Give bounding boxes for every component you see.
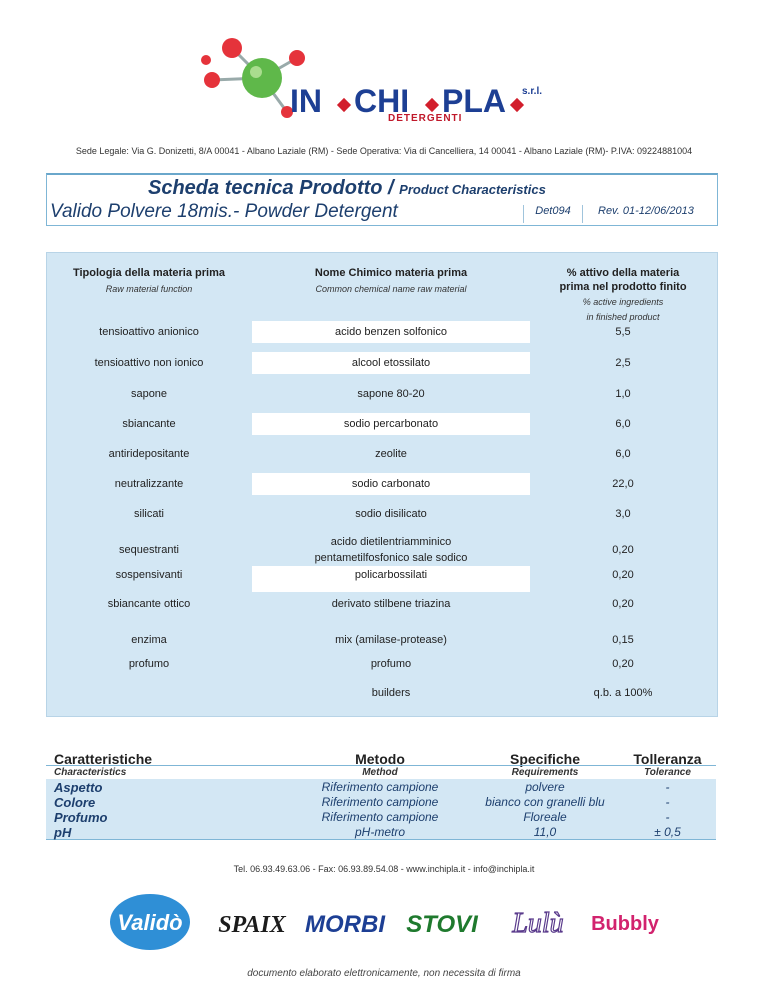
char-header-requirements: Specifiche [509,751,581,767]
cell-percent: 0,20 [612,598,634,610]
char-subheader-tolerance: Tolerance [644,767,691,778]
cell-chemical-name: zeolite [375,448,407,460]
cell-function: tensioattivo non ionico [94,357,204,369]
cell-function: sapone [130,388,168,400]
title-it: Scheda tecnica Prodotto / [148,177,400,199]
cell-percent: 22,0 [612,478,634,490]
cell-chemical-name: alcool etossilato [252,352,530,374]
char-label-ph: pH [54,825,72,840]
char-spec: bianco con granelli blu [485,795,605,809]
char-label-color: Colore [54,795,96,810]
col-header-name: Nome Chimico materia prima [314,267,468,279]
char-label-aspect: Aspetto [54,780,103,795]
cell-function: sbiancante [122,418,176,430]
logo-diamond-icon [425,98,439,112]
divider [46,765,716,766]
cell-percent: 3,0 [615,508,631,520]
cell-chemical-name: sodio percarbonato [252,413,530,435]
col-subheader-percent-2: in finished product [586,312,660,322]
logo-subtitle: DETERGENTI [388,113,463,124]
char-label-perfume: Profumo [54,810,108,825]
col-subheader-function: Raw material function [105,284,193,294]
table-row [46,383,716,405]
table-row [46,473,716,495]
logo-text-pla: PLA [442,83,506,119]
char-header-characteristics: Caratteristiche [54,751,153,767]
col-header-percent-2: prima nel prodotto finito [559,281,687,293]
cell-percent: 0,20 [612,569,634,581]
table-row [46,593,716,615]
col-subheader-name: Common chemical name raw material [315,284,467,294]
cell-function: silicati [134,508,164,520]
table-row [46,629,716,651]
table-row [46,443,716,465]
cell-function: neutralizzante [114,478,184,490]
table-row [46,352,716,374]
cell-function [46,682,252,704]
chemical-name-line-2: pentametilfosfonico sale sodico [314,552,468,564]
char-header-tolerance: Tolleranza [633,751,702,767]
cell-chemical-name: sapone 80-20 [357,388,425,400]
table-row [46,321,716,343]
revision-label: Rev. 01-12/06/2013 [598,205,694,217]
product-code: Det094 [523,205,583,223]
char-subheader-characteristics: Characteristics [54,767,127,778]
cell-function: profumo [128,658,170,670]
product-name: Valido Polvere 18mis.- Powder Detergent [50,201,398,222]
table-row [46,503,716,525]
brand-spaix: SPAIX [218,912,286,938]
brand-logos-strip [110,888,680,958]
cell-chemical-name: acido benzen solfonico [252,321,530,343]
brand-morbi: MORBI [305,911,385,938]
table-row [46,566,716,592]
char-subheader-method: Method [362,767,398,778]
brand-valido: Validò [117,910,183,935]
char-subheader-requirements: Requirements [511,767,579,778]
char-spec: Floreale [523,810,567,824]
logo-text-chi: CHI [354,83,410,119]
cell-function: sbiancante ottico [107,598,191,610]
divider [46,839,716,840]
cell-chemical-name [252,533,530,568]
legal-address-line: Sede Legale: Via G. Donizetti, 8/A 00041 - Albano Laziale (RM) - Sede Operativa: Via di Cancelliera, 14 00041 - Albano Laziale (RM)- P.IVA: 09224881004 [75,146,693,156]
cell-chemical-name: sodio carbonato [252,473,530,495]
col-header-percent-1: % attivo della materia [566,267,680,279]
cell-percent: 0,15 [612,634,634,646]
logo-text-in: IN [290,83,322,119]
char-method: Riferimento campione [321,795,439,809]
cell-function: antiridepositante [108,448,190,460]
logo-diamond-icon [510,98,524,112]
cell-function: enzima [131,634,167,646]
cell-percent: 1,0 [615,388,631,400]
cell-percent: q.b. a 100% [593,687,653,699]
cell-percent: 2,5 [615,357,631,369]
char-tolerance: ± 0,5 [654,825,681,839]
table-row [46,533,716,567]
title-en: Product Characteristics [399,182,546,197]
cell-percent: 6,0 [615,448,631,460]
char-spec: polvere [525,780,565,794]
cell-percent: 0,20 [612,544,634,556]
cell-chemical-name: profumo [370,658,412,670]
cell-percent: 5,5 [615,326,631,338]
cell-percent: 0,20 [612,658,634,670]
cell-function: sequestranti [119,544,179,556]
footer-note: documento elaborato elettronicamente, non necessita di firma [247,968,521,979]
char-method: Riferimento campione [321,810,439,824]
cell-function: sospensivanti [115,569,183,581]
table-row [46,413,716,435]
char-header-method: Metodo [355,751,405,767]
cell-chemical-name: builders [371,687,411,699]
cell-chemical-name: sodio disilicato [355,508,427,520]
cell-chemical-name: policarbossilati [252,566,530,592]
brand-stovi: STOVI [406,911,478,938]
cell-chemical-name: mix (amilase-protease) [335,634,447,646]
logo-diamond-icon [337,98,351,112]
contact-line: Tel. 06.93.49.63.06 - Fax: 06.93.89.54.08 - www.inchipla.it - info@inchipla.it [233,864,535,874]
col-header-function: Tipologia della materia prima [72,267,225,279]
logo-srl: s.r.l. [522,86,543,97]
cell-percent: 6,0 [615,418,631,430]
char-spec: 11,0 [533,825,557,839]
brand-bubbly: Bubbly [591,913,659,935]
chemical-name-line-1: acido dietilentriamminico [330,536,452,548]
cell-function: tensioattivo anionico [99,326,199,338]
table-row [46,682,716,704]
cell-chemical-name: derivato stilbene triazina [331,598,451,610]
char-tolerance: - [665,810,670,824]
char-tolerance: - [665,780,670,794]
table-row [46,653,716,675]
document-title [148,177,546,200]
char-tolerance: - [665,795,670,809]
char-method: Riferimento campione [321,780,439,794]
char-method: pH-metro [354,825,405,839]
col-subheader-percent-1: % active ingredients [582,297,664,307]
brand-lulu: Lulù [512,908,564,939]
